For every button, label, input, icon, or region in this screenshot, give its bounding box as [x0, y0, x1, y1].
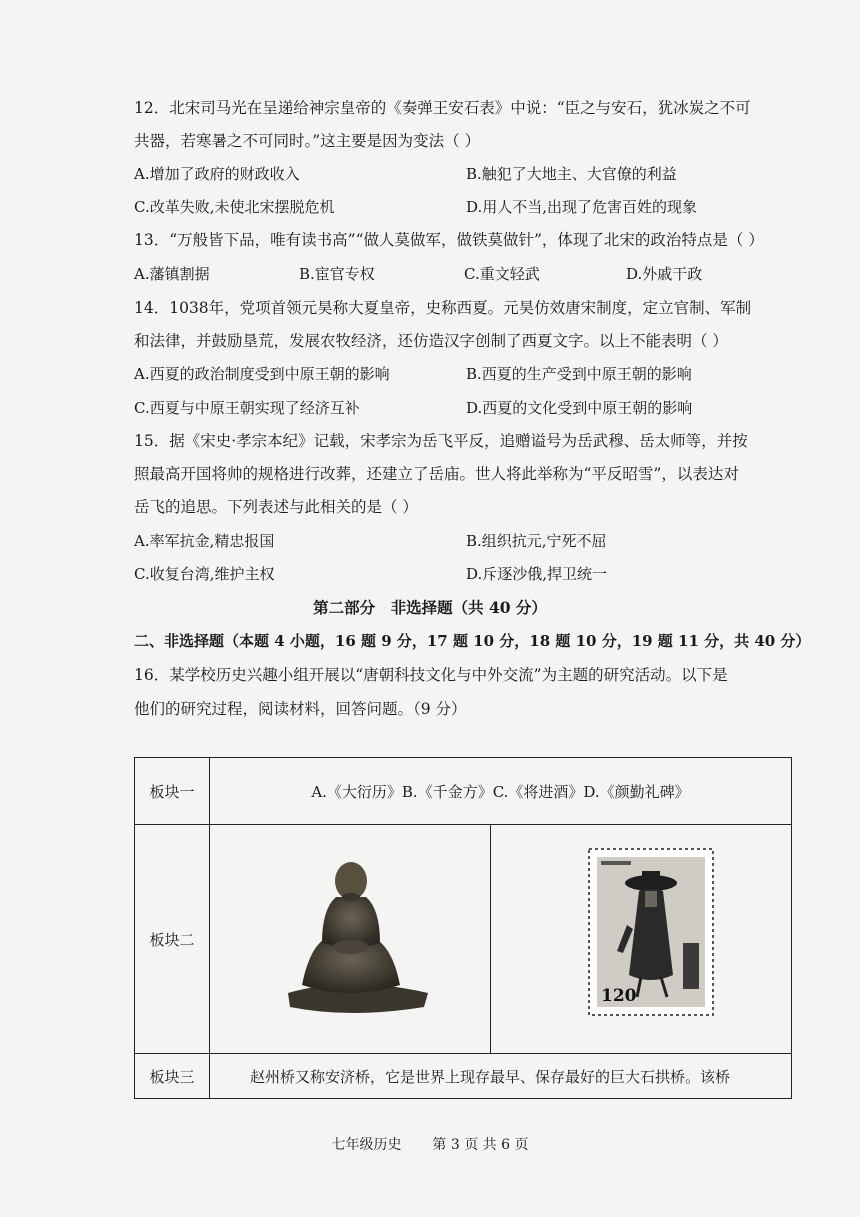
q13-option-d: D.外戚干政	[626, 265, 703, 283]
part2-heading: 二、非选择题（本题 4 小题，16 题 9 分，17 题 10 分，18 题 10 分，19 题 11 分，共 40 分）	[134, 632, 811, 650]
row1-books: A.《大衍历》B.《千金方》C.《将进酒》D.《颜勤礼碑》	[210, 758, 792, 825]
q12-option-c: C.改革失败,未使北宋摆脱危机	[134, 198, 335, 216]
q14-option-b: B.西夏的生产受到中原王朝的影响	[466, 365, 692, 383]
q13-stem: 13．“万般皆下品，唯有读书高”“做人莫做军，做铁莫做针”，体现了北宋的政治特点是（ ）	[134, 231, 764, 249]
q14-option-a: A.西夏的政治制度受到中原王朝的影响	[134, 365, 390, 383]
footer-page-count: 第 3 页 共 6 页	[432, 1137, 529, 1153]
q15-stem-line1: 15．据《宋史·孝宗本纪》记载，宋孝宗为岳飞平反，追赠谥号为岳武穆、岳太师等，并按	[134, 432, 748, 450]
statue-cell	[210, 825, 491, 1054]
row3-label: 板块三	[135, 1054, 210, 1099]
q15-option-a: A.率军抗金,精忠报国	[134, 532, 275, 550]
q14-option-c: C.西夏与中原王朝实现了经济互补	[134, 399, 360, 417]
monk-stamp-image	[491, 825, 791, 1049]
q12-option-b: B.触犯了大地主、大官僚的利益	[466, 165, 677, 183]
q15-option-d: D.斥逐沙俄,捍卫统一	[466, 565, 608, 583]
q15-option-c: C.收复台湾,维护主权	[134, 565, 275, 583]
q14-stem-line2: 和法律，并鼓励垦荒，发展农牧经济，还仿造汉字创制了西夏文字。以上不能表明（ ）	[134, 332, 728, 350]
q16-stem-line1: 16．某学校历史兴趣小组开展以“唐朝科技文化与中外交流”为主题的研究活动。以下是	[134, 666, 728, 684]
stamp-cell	[491, 825, 792, 1054]
q14-option-d: D.西夏的文化受到中原王朝的影响	[466, 399, 693, 417]
q16-stem-line2: 他们的研究过程，阅读材料，回答问题。（9 分）	[134, 700, 467, 718]
page-footer	[0, 1134, 860, 1154]
q12-stem-line2: 共器，若寒暑之不可同时。”这主要是因为变法（ ）	[134, 132, 481, 150]
q15-stem-line2: 照最高开国将帅的规格进行改葬，还建立了岳庙。世人将此举称为“平反昭雪”，以表达对	[134, 465, 739, 483]
row2-label: 板块二	[135, 825, 210, 1054]
q15-option-b: B.组织抗元,宁死不屈	[466, 532, 607, 550]
q13-option-c: C.重文轻武	[464, 265, 540, 283]
part2-title: 第二部分 非选择题（共 40 分）	[313, 598, 547, 617]
q13-option-b: B.宦官专权	[299, 265, 375, 283]
q13-option-a: A.藩镇割据	[134, 265, 210, 283]
research-table	[134, 757, 792, 1099]
seated-monk-statue-image	[210, 825, 490, 1049]
q15-stem-line3: 岳飞的追思。下列表述与此相关的是（ ）	[134, 498, 418, 516]
row3-bridge-text: 赵州桥又称安济桥，它是世界上现存最早、保存最好的巨大石拱桥。该桥	[210, 1054, 792, 1099]
stamp-value: 120	[601, 986, 637, 1006]
q12-option-a: A.增加了政府的财政收入	[134, 165, 300, 183]
footer-subject: 七年级历史	[331, 1137, 402, 1153]
q12-stem-line1: 12．北宋司马光在呈递给神宗皇帝的《奏弹王安石表》中说：“臣之与安石，犹冰炭之不可	[134, 99, 751, 117]
q12-option-d: D.用人不当,出现了危害百姓的现象	[466, 198, 698, 216]
row1-label: 板块一	[135, 758, 210, 825]
q14-stem-line1: 14．1038年，党项首领元昊称大夏皇帝，史称西夏。元昊仿效唐宋制度，定立官制、军制	[134, 299, 752, 317]
